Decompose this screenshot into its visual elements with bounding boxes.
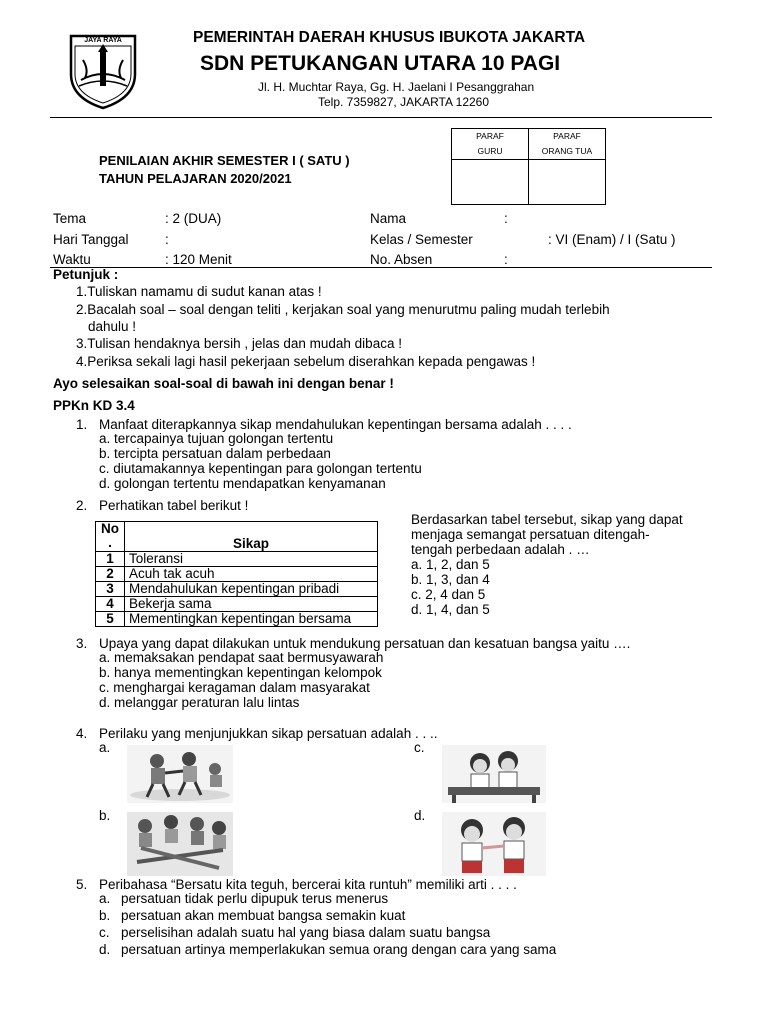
header-school-name: SDN PETUKANGAN UTARA 10 PAGI xyxy=(200,52,561,75)
q5-option: persatuan artinya memperlakukan semua orang dengan cara yang sama xyxy=(121,942,557,957)
table-row: 3 Mendahulukan kepentingan pribadi xyxy=(96,582,378,597)
waktu-value: : 120 Menit xyxy=(165,252,232,267)
q2-text: Perhatikan tabel berikut ! xyxy=(99,498,249,513)
q2-option: d. 1, 4, dan 5 xyxy=(411,602,490,617)
q4-text: Perilaku yang menjunjukkan sikap persatuan adalah . . .. xyxy=(99,726,438,741)
q3-option: c. menghargai keragaman dalam masyarakat xyxy=(99,680,370,695)
paraf-ortu-header: PARAF ORANG TUA xyxy=(529,129,606,160)
q2-number: 2. xyxy=(76,498,88,513)
q2-option: a. 1, 2, dan 5 xyxy=(411,557,490,572)
tema-value: : 2 (DUA) xyxy=(165,211,222,226)
header-divider xyxy=(50,117,712,118)
tema-label: Tema xyxy=(53,211,87,226)
q4-image-b-children-playing xyxy=(127,812,233,876)
nama-value: : xyxy=(504,211,508,226)
q3-number: 3. xyxy=(76,636,88,651)
table-row: 2 Acuh tak acuh xyxy=(96,567,378,582)
q4-number: 4. xyxy=(76,726,88,741)
q5-number: 5. xyxy=(76,877,88,892)
q3-text: Upaya yang dapat dilakukan untuk mendukung persatuan dan kesatuan bangsa yaitu …. xyxy=(99,636,631,651)
q3-option: d. melanggar peraturan lalu lintas xyxy=(99,695,300,710)
q5-letter: d. xyxy=(99,942,111,957)
q5-letter: b. xyxy=(99,908,111,923)
nama-label: Nama xyxy=(370,211,407,226)
q2-side-text: Berdasarkan tabel tersebut, sikap yang dapat xyxy=(411,512,683,527)
q4-image-d-students-standing xyxy=(442,812,546,876)
petunjuk-item: 1.Tuliskan namamu di sudut kanan atas ! xyxy=(76,284,322,299)
q2-side-text: tengah perbedaan adalah . … xyxy=(411,542,590,557)
petunjuk-item: dahulu ! xyxy=(88,319,137,334)
paraf-guru-header: PARAF GURU xyxy=(452,129,529,160)
absen-value: : xyxy=(504,252,508,267)
info-divider xyxy=(50,267,712,268)
q5-text: Peribahasa “Bersatu kita teguh, bercerai kita runtuh” memiliki arti . . . . xyxy=(99,877,517,892)
header-government: PEMERINTAH DAERAH KHUSUS IBUKOTA JAKARTA xyxy=(193,29,586,46)
absen-label: No. Absen xyxy=(370,252,433,267)
kelas-label: Kelas / Semester xyxy=(370,232,473,247)
petunjuk-item: 3.Tulisan hendaknya bersih , jelas dan mudah dibaca ! xyxy=(76,336,402,351)
q1-text: Manfaat diterapkannya sikap mendahulukan kepentingan bersama adalah . . . . xyxy=(99,417,572,432)
q1-option: c. diutamakannya kepentingan para golongan tertentu xyxy=(99,461,422,476)
q4-label-d: d. xyxy=(414,808,426,823)
hari-label: Hari Tanggal xyxy=(53,232,129,247)
q1-number: 1. xyxy=(76,417,88,432)
kelas-value: : VI (Enam) / I (Satu ) xyxy=(548,232,676,247)
q5-option: perselisihan adalah suatu hal yang biasa dalam suatu bangsa xyxy=(121,925,491,940)
q5-letter: c. xyxy=(99,925,110,940)
section-title: PPKn KD 3.4 xyxy=(53,398,135,413)
exam-title: PENILAIAN AKHIR SEMESTER I ( SATU ) xyxy=(99,153,350,168)
q5-option: persatuan tidak perlu dipupuk terus menerus xyxy=(121,891,389,906)
q2-option: b. 1, 3, dan 4 xyxy=(411,572,490,587)
q1-option: b. tercipta persatuan dalam perbedaan xyxy=(99,446,331,461)
q4-label-c: c. xyxy=(414,740,425,755)
hari-value: : xyxy=(165,232,169,247)
q5-letter: a. xyxy=(99,891,111,906)
paraf-guru-signature-cell[interactable] xyxy=(452,160,529,205)
waktu-label: Waktu xyxy=(53,252,91,267)
logo-text: JAYA RAYA xyxy=(84,37,122,44)
paraf-box xyxy=(451,128,606,205)
sikap-table xyxy=(95,521,378,627)
petunjuk-title: Petunjuk : xyxy=(53,267,119,282)
q4-label-b: b. xyxy=(99,808,111,823)
paraf-ortu-signature-cell[interactable] xyxy=(529,160,606,205)
table-row: 5 Mementingkan kepentingan bersama xyxy=(96,612,378,627)
q4-image-c-students-at-desk xyxy=(442,745,546,803)
q5-option: persatuan akan membuat bangsa semakin kuat xyxy=(121,908,406,923)
q3-option: b. hanya mementingkan kepentingan kelompok xyxy=(99,665,382,680)
q4-label-a: a. xyxy=(99,740,111,755)
petunjuk-item: 2.Bacalah soal – soal dengan teliti , kerjakan soal yang menurutmu paling mudah terlebih xyxy=(76,302,610,317)
exam-year: TAHUN PELAJARAN 2020/2021 xyxy=(99,171,292,186)
q3-option: a. memaksakan pendapat saat bermusyawarah xyxy=(99,650,384,665)
jakarta-emblem-logo xyxy=(65,30,141,110)
q1-option: a. tercapainya tujuan golongan tertentu xyxy=(99,431,334,446)
q1-option: d. golongan tertentu mendapatkan kenyamanan xyxy=(99,476,386,491)
petunjuk-item: 4.Periksa sekali lagi hasil pekerjaan sebelum diserahkan kepada pengawas ! xyxy=(76,354,536,369)
q2-side-text: menjaga semangat persatuan ditengah- xyxy=(411,527,650,542)
header-phone: Telp. 7359827, JAKARTA 12260 xyxy=(318,95,490,109)
instruction: Ayo selesaikan soal-soal di bawah ini dengan benar ! xyxy=(53,376,394,391)
table-head-no: No . xyxy=(96,522,125,552)
table-head-sikap: Sikap xyxy=(125,522,378,552)
q4-image-a-children-fighting xyxy=(127,745,233,803)
table-row: 4 Bekerja sama xyxy=(96,597,378,612)
q2-option: c. 2, 4 dan 5 xyxy=(411,587,486,602)
header-address: Jl. H. Muchtar Raya, Gg. H. Jaelani I Pesanggrahan xyxy=(258,80,535,94)
table-row: 1 Toleransi xyxy=(96,552,378,567)
